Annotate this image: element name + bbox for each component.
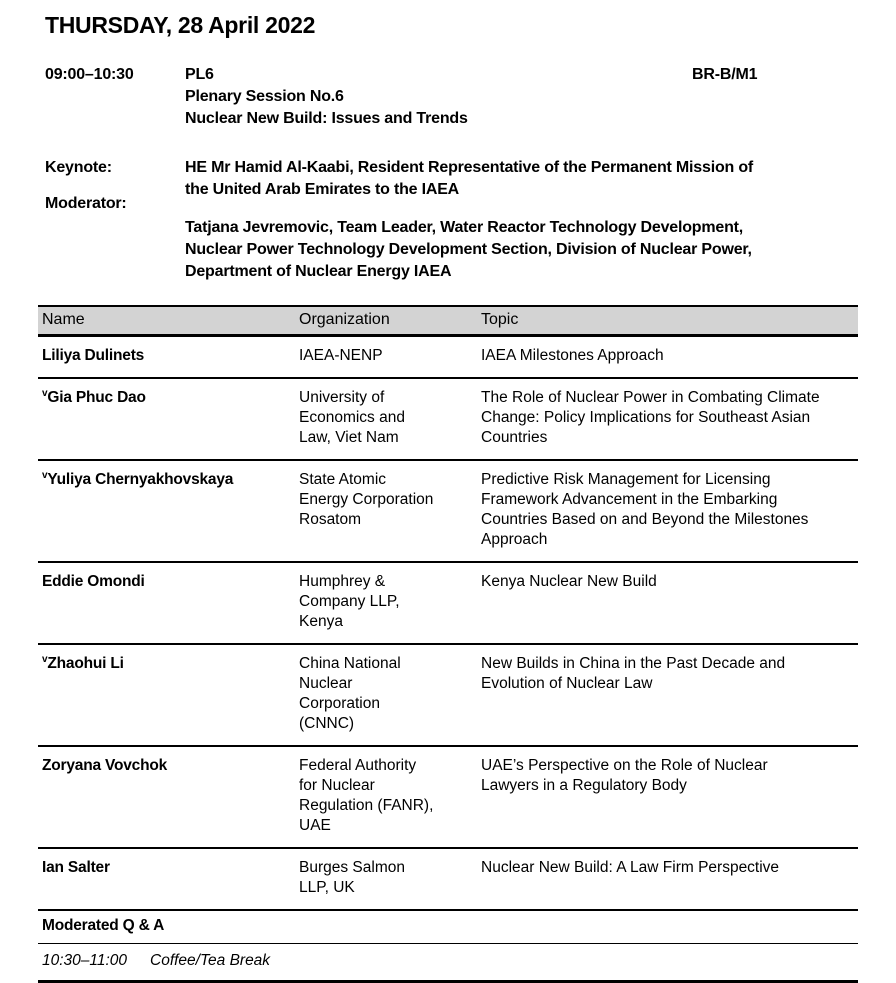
table-header-row	[38, 306, 858, 336]
speaker-name-cell	[38, 848, 295, 910]
table-row	[38, 746, 858, 848]
session-time: 09:00–10:30	[45, 66, 134, 83]
virtual-participation-marker: v	[42, 469, 48, 481]
speaker-topic: Kenya Nuclear New Build	[481, 573, 657, 590]
table-row	[38, 848, 858, 910]
virtual-participation-marker: v	[42, 387, 48, 399]
speaker-name: Eddie Omondi	[42, 573, 145, 590]
table-header	[38, 306, 858, 336]
speaker-name: Gia Phuc Dao	[47, 389, 146, 406]
column-header-organization: Organization	[299, 311, 390, 328]
session-subtitle: Nuclear New Build: Issues and Trends	[185, 110, 468, 127]
people-labels	[45, 157, 185, 283]
speaker-topic: Nuclear New Build: A Law Firm Perspective	[481, 859, 780, 876]
speaker-topic: Predictive Risk Management for Licensing Framework Advancement in the Embarking Countries Based on and Beyond the Milestones Approach	[481, 471, 809, 548]
speaker-name-cell	[38, 644, 295, 746]
table-row	[38, 336, 858, 379]
speaker-organization: University of Economics and Law, Viet Nam	[299, 389, 405, 446]
virtual-participation-marker: v	[42, 653, 48, 665]
column-header-name: Name	[42, 311, 85, 328]
speaker-topic: The Role of Nuclear Power in Combating Climate Change: Policy Implications for Southeast Asian Countries	[481, 389, 820, 446]
speaker-organization: Federal Authority for Nuclear Regulation (FANR), UAE	[299, 757, 434, 834]
speaker-organization: Humphrey & Company LLP, Kenya	[299, 573, 400, 630]
speaker-name: Ian Salter	[42, 859, 110, 876]
keynote-label: Keynote:	[45, 159, 112, 176]
table-row	[38, 460, 858, 562]
keynote-moderator-block	[38, 157, 858, 283]
coffee-break-time: 10:30–11:00	[42, 952, 128, 969]
speaker-name-cell	[38, 562, 295, 644]
coffee-break-row	[38, 944, 858, 982]
speaker-name: Yuliya Chernyakhovskaya	[47, 471, 234, 488]
speaker-name-cell	[38, 378, 295, 460]
table-row	[38, 562, 858, 644]
speaker-topic: UAE’s Perspective on the Role of Nuclear Lawyers in a Regulatory Body	[481, 757, 768, 794]
table-row	[38, 644, 858, 746]
speaker-organization: IAEA-NENP	[299, 347, 383, 364]
speaker-name-cell	[38, 460, 295, 562]
coffee-break-label: Coffee/Tea Break	[150, 952, 271, 969]
day-title: THURSDAY, 28 April 2022	[45, 12, 316, 38]
keynote-text: HE Mr Hamid Al-Kaabi, Resident Representative of the Permanent Mission of the United Arab Emirates to the IAEA	[185, 159, 754, 198]
speaker-topic: IAEA Milestones Approach	[481, 347, 664, 364]
moderator-text: Tatjana Jevremovic, Team Leader, Water Reactor Technology Development, Nuclear Power Technology Development Section, Division of Nuclear Power, Department of Nuclear Energy IAEA	[185, 219, 752, 280]
session-details	[185, 64, 468, 130]
moderated-qa-row	[38, 910, 858, 944]
speakers-table	[38, 305, 858, 983]
coffee-break-cell	[38, 944, 858, 982]
speaker-organization: China National Nuclear Corporation (CNNC)	[299, 655, 401, 732]
speaker-name-cell	[38, 746, 295, 848]
people-paragraphs	[185, 157, 757, 283]
speaker-name-cell	[38, 336, 295, 379]
table-row	[38, 378, 858, 460]
speaker-name: Liliya Dulinets	[42, 347, 145, 364]
table-footer	[38, 910, 858, 982]
session-name: Plenary Session No.6	[185, 88, 344, 105]
speaker-name: Zhaohui Li	[47, 655, 124, 672]
moderated-qa-label: Moderated Q & A	[42, 917, 165, 934]
speaker-topic: New Builds in China in the Past Decade and Evolution of Nuclear Law	[481, 655, 786, 692]
speaker-organization: Burges Salmon LLP, UK	[299, 859, 405, 896]
speaker-name: Zoryana Vovchok	[42, 757, 168, 774]
table-body	[38, 336, 858, 911]
speaker-organization: State Atomic Energy Corporation Rosatom	[299, 471, 434, 528]
moderator-label: Moderator:	[45, 195, 127, 212]
session-header	[38, 64, 858, 130]
session-code: PL6	[185, 66, 214, 83]
session-room: BR-B/M1	[692, 66, 758, 83]
column-header-topic: Topic	[481, 311, 519, 328]
